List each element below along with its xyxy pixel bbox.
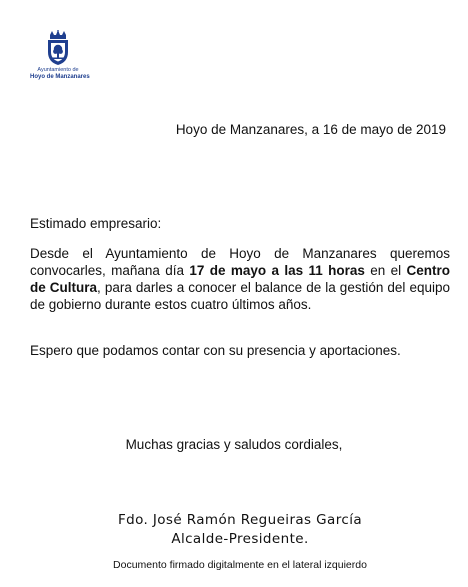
date-line: Hoyo de Manzanares, a 16 de mayo de 2019 <box>175 122 446 137</box>
signature-title: Alcalde-Presidente. <box>171 531 309 547</box>
body-paragraph-1 <box>30 245 450 313</box>
greeting: Estimado empresario: <box>30 216 162 231</box>
logo-line-1: Ayuntamiento de <box>37 67 79 73</box>
paragraph-text: en el <box>364 263 407 278</box>
coat-of-arms-icon <box>44 30 72 66</box>
meeting-venue: Centro de Cultura <box>30 263 450 295</box>
logo-line-2: Hoyo de Manzanares <box>30 74 90 80</box>
meeting-date-time: 17 de mayo a las 11 horas <box>189 263 365 278</box>
signature-name: Fdo. José Ramón Regueiras García <box>117 512 363 528</box>
paragraph-text: Desde el Ayuntamiento de Hoyo de Manzanares queremos convocarles, mañana día <box>30 246 450 278</box>
paragraph-text: , para darles a conocer el balance de la gestión del equipo de gobierno durante estos cuatro últimos años. <box>30 280 450 312</box>
body-paragraph-2: Espero que podamos contar con su presencia y aportaciones. <box>30 343 401 358</box>
digital-signature-note: Documento firmado digitalmente en el lateral izquierdo <box>113 559 367 571</box>
closing-line: Muchas gracias y saludos cordiales, <box>125 437 343 452</box>
signature-block <box>0 511 468 549</box>
municipal-logo <box>30 30 90 81</box>
